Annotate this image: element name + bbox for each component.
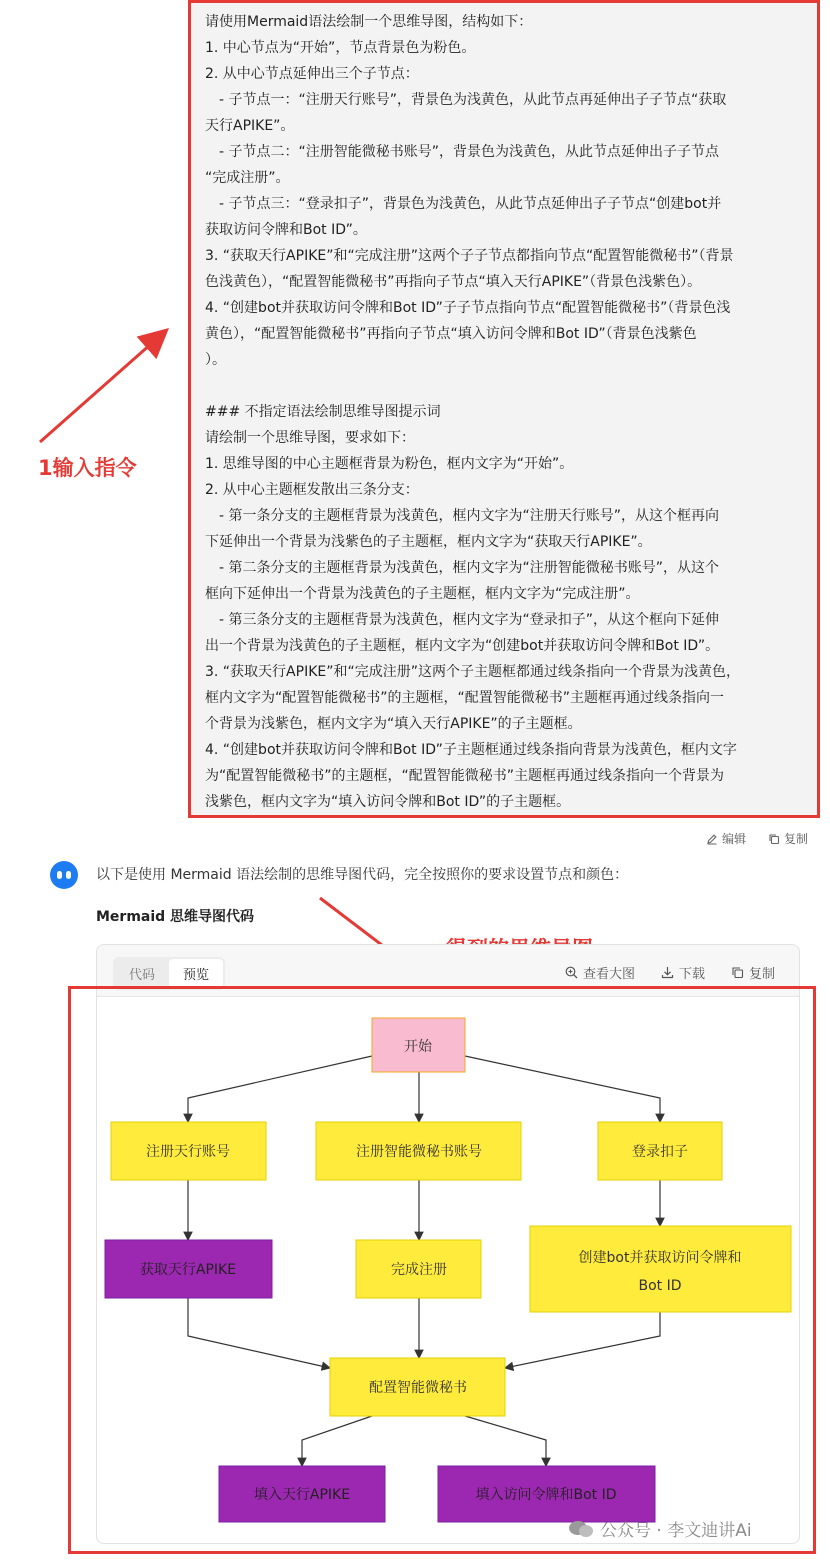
prompt-line: - 子节点二：“注册智能微秘书账号”，背景色为浅黄色，从此节点延伸出子子节点 xyxy=(219,144,720,160)
prompt-line: 1. 思维导图的中心主题框背景为粉色，框内文字为“开始”。 xyxy=(205,456,574,472)
node-reg-wechat-text: 注册智能微秘书账号 xyxy=(356,1144,482,1160)
prompt-line: 2. 从中心节点延伸出三个子节点： xyxy=(205,66,419,82)
prompt-line: 框内文字为“配置智能微秘书”的主题框，“配置智能微秘书”主题框再通过线条指向一 xyxy=(205,690,725,706)
node-get-apikey-text: 获取天行APIKE xyxy=(139,1262,237,1278)
prompt-line: 获取访问令牌和Bot ID”。 xyxy=(205,222,367,238)
prompt-line: 出一个背景为浅黄色的子主题框，框内文字为“创建bot并获取访问令牌和Bot ID”。 xyxy=(205,638,720,654)
prompt-line: 黄色），“配置智能微秘书”再指向子节点“填入访问令牌和Bot ID”（背景色浅紫色 xyxy=(205,326,697,342)
download-label: 下载 xyxy=(678,967,705,982)
prompt-line: 个背景为浅紫色，框内文字为“填入天行APIKE”的子主题框。 xyxy=(205,716,582,732)
prompt-line: 天行APIKE”。 xyxy=(205,118,295,134)
prompt-line: 下延伸出一个背景为浅紫色的子主题框，框内文字为“获取天行APIKE”。 xyxy=(205,534,652,550)
prompt-line: 请使用Mermaid语法绘制一个思维导图，结构如下： xyxy=(205,14,533,30)
node-start-text: 开始 xyxy=(404,1039,432,1055)
prompt-line: 1. 中心节点为“开始”，节点背景色为粉色。 xyxy=(205,40,476,56)
copy-label: 复制 xyxy=(783,832,808,846)
node-create-bot-text-line1: 创建bot并获取访问令牌和 xyxy=(578,1250,742,1266)
zoom-label: 查看大图 xyxy=(582,967,635,982)
node-fill-apikey-text: 填入天行APIKE xyxy=(253,1487,351,1503)
prompt-line: ### 不指定语法绘制思维导图提示词 xyxy=(205,404,441,420)
prompt-line: 浅紫色，框内文字为“填入访问令牌和Bot ID”的子主题框。 xyxy=(205,794,571,810)
prompt-line: 色浅黄色），“配置智能微秘书”再指向子节点“填入天行APIKE”（背景色浅紫色）。 xyxy=(205,274,702,290)
prompt-line: “完成注册”。 xyxy=(205,170,290,186)
prompt-line: 3. “获取天行APIKE”和“完成注册”这两个子子节点都指向节点“配置智能微秘书”（背景 xyxy=(205,248,734,264)
node-reg-tianxing-text: 注册天行账号 xyxy=(146,1144,230,1160)
wechat-icon xyxy=(568,1520,594,1538)
node-create-bot-text-line2: Bot ID xyxy=(638,1278,682,1294)
annotation-input-label: 1输入指令 xyxy=(38,456,137,480)
prompt-line: - 子节点三：“登录扣子”，背景色为浅黄色，从此节点延伸出子子节点“创建bot并 xyxy=(219,196,722,212)
watermark-text: 公众号 · 李文迪讲Ai xyxy=(600,1521,752,1541)
copy-code-label: 复制 xyxy=(748,967,775,982)
prompt-line: 4. “创建bot并获取访问令牌和Bot ID”子子节点指向节点“配置智能微秘书”（背景色浅 xyxy=(205,300,731,316)
prompt-line: - 子节点一：“注册天行账号”，背景色为浅黄色，从此节点再延伸出子子节点“获取 xyxy=(219,92,727,108)
prompt-line: - 第一条分支的主题框背景为浅黄色，框内文字为“注册天行账号”，从这个框再向 xyxy=(219,508,720,524)
node-finish-reg-text: 完成注册 xyxy=(391,1262,447,1278)
prompt-line: 3. “获取天行APIKE”和“完成注册”这两个子主题框都通过线条指向一个背景为浅黄色， xyxy=(205,664,740,680)
tab-code[interactable]: 代码 xyxy=(129,968,156,983)
node-fill-token-text: 填入访问令牌和Bot ID xyxy=(475,1487,617,1503)
prompt-line: - 第三条分支的主题框背景为浅黄色，框内文字为“登录扣子”，从这个框向下延伸 xyxy=(219,612,720,628)
prompt-line: 4. “创建bot并获取访问令牌和Bot ID”子主题框通过线条指向背景为浅黄色，框内文字 xyxy=(205,742,737,758)
edit-label: 编辑 xyxy=(721,832,746,846)
prompt-line: - 第二条分支的主题框背景为浅黄色，框内文字为“注册智能微秘书账号”，从这个 xyxy=(219,560,720,576)
result-highlight-frame xyxy=(68,986,816,1554)
prompt-line: 框向下延伸出一个背景为浅黄色的子主题框，框内文字为“完成注册”。 xyxy=(205,586,640,602)
prompt-line: 请绘制一个思维导图，要求如下： xyxy=(205,430,415,446)
node-config-text: 配置智能微秘书 xyxy=(369,1380,467,1396)
tab-preview[interactable]: 预览 xyxy=(169,959,223,988)
node-login-coze-text: 登录扣子 xyxy=(632,1144,688,1160)
answer-heading: Mermaid 思维导图代码 xyxy=(96,909,255,925)
watermark xyxy=(568,1516,752,1541)
prompt-line: 2. 从中心主题框发散出三条分支： xyxy=(205,482,419,498)
prompt-line: ）。 xyxy=(205,352,226,368)
prompt-line: 为“配置智能微秘书”的主题框，“配置智能微秘书”主题框再通过线条指向一个背景为 xyxy=(205,768,725,784)
answer-intro: 以下是使用 Mermaid 语法绘制的思维导图代码，完全按照你的要求设置节点和颜色： xyxy=(96,867,629,883)
